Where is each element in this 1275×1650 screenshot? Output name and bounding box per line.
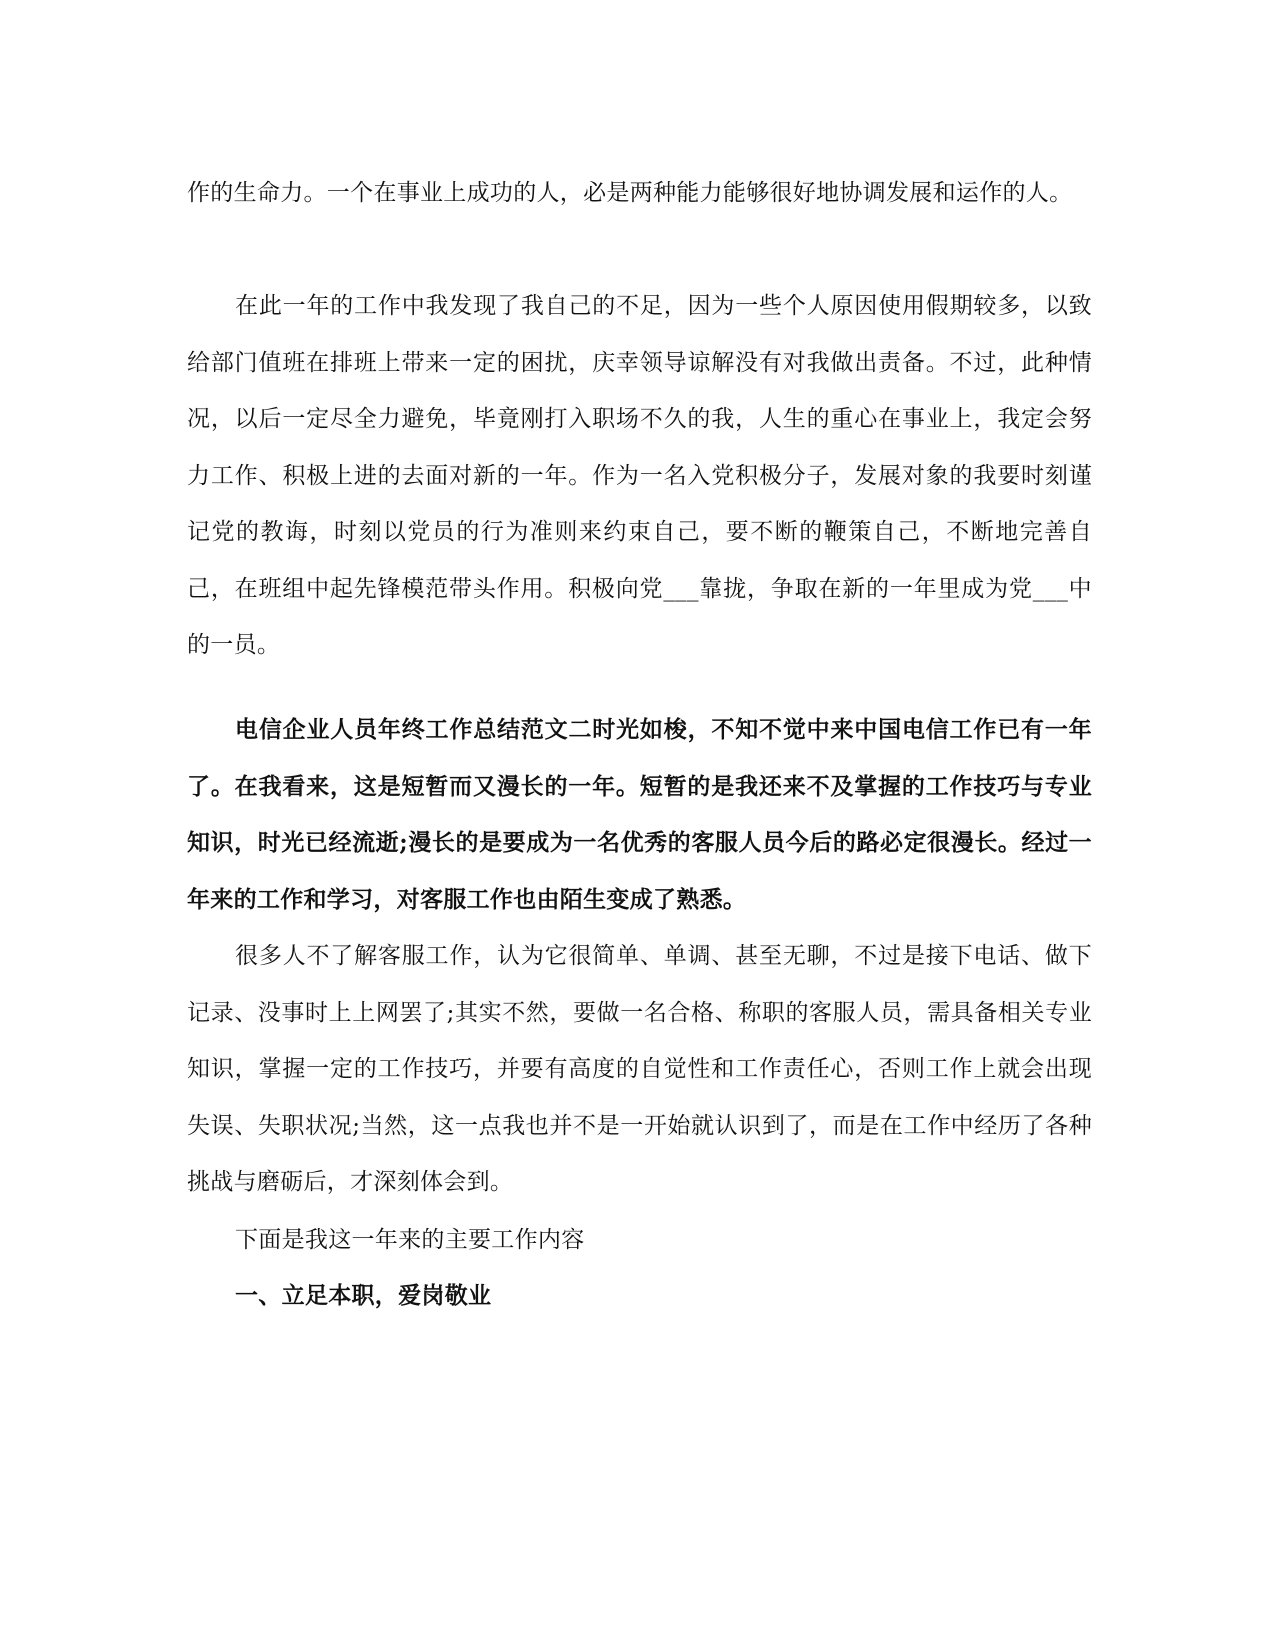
paragraph-self-reflection: 在此一年的工作中我发现了我自己的不足，因为一些个人原因使用假期较多，以致给部门值班在排班上带来一定的困扰，庆幸领导谅解没有对我做出责备。不过，此种情况，以后一定尽全力避免，毕竟刚打入职场不久的我，人生的重心在事业上，我定会努力工作、积极上进的去面对新的一年。作为一名入党积极分子，发展对象的我要时刻谨记党的教诲，时刻以党员的行为准则来约束自己，要不断的鞭策自己，不断地完善自己，在班组中起先锋模范带头作用。积极向党___靠拢，争取在新的一年里成为党___中的一员。 <box>187 293 1092 658</box>
paragraph-sample-two-intro: 电信企业人员年终工作总结范文二时光如梭，不知不觉中来中国电信工作已有一年了。在我看来，这是短暂而又漫长的一年。短暂的是我还来不及掌握的工作技巧与专业知识，时光已经流逝;漫长的是要成为一名优秀的客服人员今后的路必定很漫长。经过一年来的工作和学习，对客服工作也由陌生变成了熟悉。 <box>187 716 1092 913</box>
paragraph-work-content-lead: 下面是我这一年来的主要工作内容 <box>235 1227 585 1253</box>
section-heading: 一、立足本职，爱岗敬业 <box>235 1282 492 1309</box>
paragraph-customer-service: 很多人不了解客服工作，认为它很简单、单调、甚至无聊，不过是接下电话、做下记录、没事时上上网罢了;其实不然，要做一名合格、称职的客服人员，需具备相关专业知识，掌握一定的工作技巧，并要有高度的自觉性和工作责任心，否则工作上就会出现失误、失职状况;当然，这一点我也并不是一开始就认识到了，而是在工作中经历了各种挑战与磨砺后，才深刻体会到。 <box>187 943 1092 1195</box>
paragraph-continuation: 作的生命力。一个在事业上成功的人，必是两种能力能够很好地协调发展和运作的人。 <box>187 180 1073 206</box>
